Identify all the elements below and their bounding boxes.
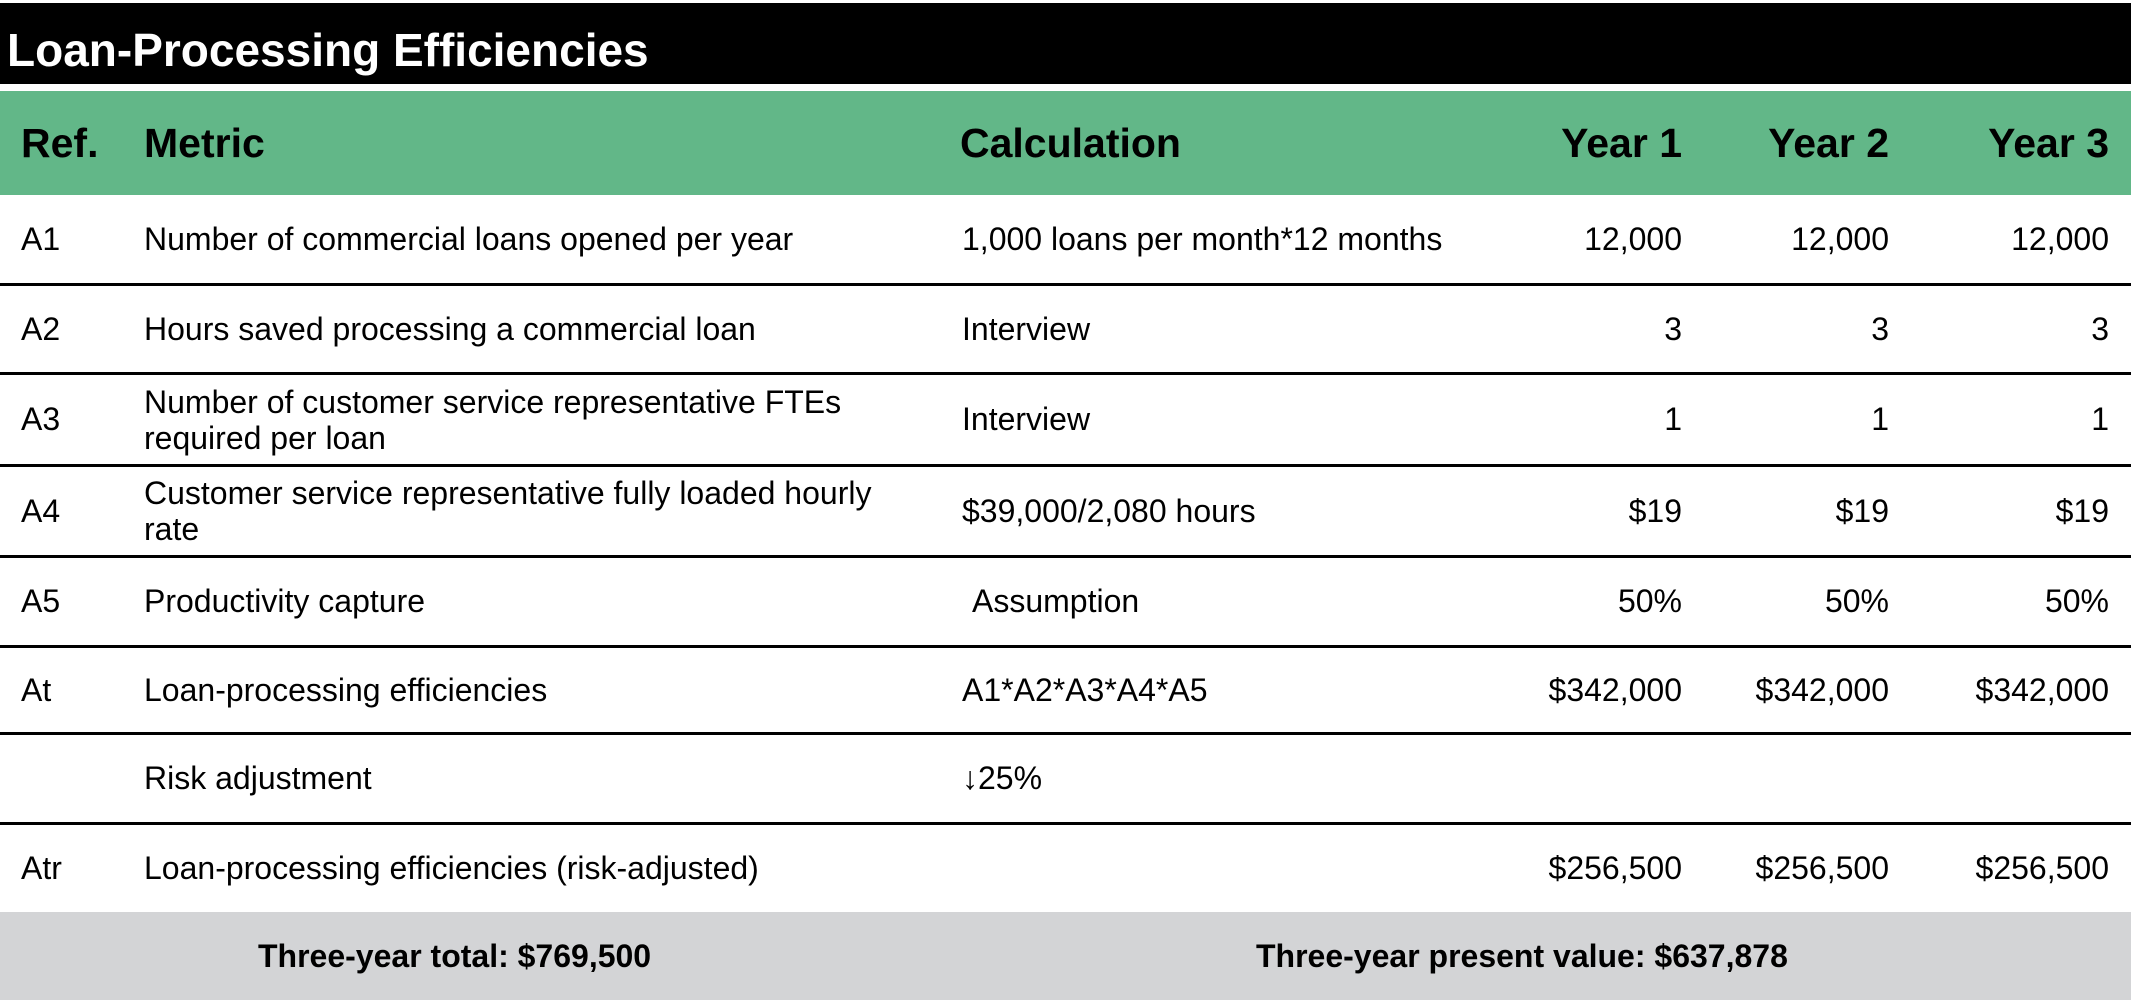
row-year3 bbox=[1900, 735, 2109, 822]
row-ref: At bbox=[21, 671, 52, 708]
row-year2 bbox=[1700, 735, 1889, 822]
row-metric: Risk adjustment bbox=[144, 760, 372, 796]
row-year2: 12,000 bbox=[1791, 220, 1889, 257]
row-calculation bbox=[962, 825, 1522, 912]
row-year1: $342,000 bbox=[1548, 671, 1682, 708]
row-year1: 3 bbox=[1664, 310, 1682, 347]
row-year3: $342,000 bbox=[1975, 671, 2109, 708]
row-year3: 12,000 bbox=[2011, 220, 2109, 257]
row-year2: $19 bbox=[1835, 492, 1889, 529]
row-year1 bbox=[1500, 735, 1682, 822]
row-year3: $256,500 bbox=[1975, 850, 2109, 886]
row-metric: Productivity capture bbox=[144, 583, 426, 619]
row-ref bbox=[21, 735, 131, 822]
column-header-year3: Year 3 bbox=[1988, 120, 2109, 166]
table-row bbox=[0, 558, 2131, 648]
row-year1: $19 bbox=[1628, 492, 1682, 529]
row-ref: A4 bbox=[21, 492, 61, 529]
row-year1: $256,500 bbox=[1548, 850, 1682, 886]
row-ref: A3 bbox=[21, 401, 61, 437]
summary-footer bbox=[0, 912, 2131, 1000]
row-calculation: Interview bbox=[962, 401, 1091, 437]
row-year1: 12,000 bbox=[1584, 220, 1682, 257]
table-row bbox=[0, 195, 2131, 286]
row-calculation: A1*A2*A3*A4*A5 bbox=[962, 671, 1208, 708]
row-year3: 1 bbox=[2091, 401, 2109, 437]
row-year2: $342,000 bbox=[1755, 671, 1889, 708]
row-calculation: Assumption bbox=[972, 583, 1140, 619]
column-header-year2: Year 2 bbox=[1768, 120, 1889, 166]
three-year-total: Three-year total: $769,500 bbox=[258, 938, 652, 974]
table-title: Loan-Processing Efficiencies bbox=[0, 3, 2131, 84]
row-metric: Loan-processing efficiencies (risk-adjusted) bbox=[144, 850, 759, 886]
row-year2: $256,500 bbox=[1755, 850, 1889, 886]
column-header-ref: Ref. bbox=[21, 120, 99, 166]
row-year2: 1 bbox=[1871, 401, 1889, 437]
table-row bbox=[0, 467, 2131, 558]
column-header-year1: Year 1 bbox=[1561, 120, 1682, 166]
table-row bbox=[0, 286, 2131, 375]
row-year3: $19 bbox=[2055, 492, 2109, 529]
row-metric: Hours saved processing a commercial loan bbox=[144, 310, 756, 347]
row-metric: Customer service representative fully loaded hourly rate bbox=[144, 475, 872, 547]
row-calculation: $39,000/2,080 hours bbox=[962, 492, 1256, 529]
table-row bbox=[0, 825, 2131, 912]
table-row bbox=[0, 735, 2131, 825]
row-calculation: ↓25% bbox=[962, 760, 1043, 796]
row-metric: Number of commercial loans opened per year bbox=[144, 220, 794, 257]
row-ref: A2 bbox=[21, 310, 61, 347]
header-row bbox=[0, 91, 2131, 195]
three-year-present-value: Three-year present value: $637,878 bbox=[1256, 938, 1788, 974]
row-ref: A5 bbox=[21, 583, 61, 619]
row-year1: 1 bbox=[1664, 401, 1682, 437]
row-calculation: 1,000 loans per month*12 months bbox=[962, 220, 1443, 257]
table-row bbox=[0, 375, 2131, 467]
column-header-calculation: Calculation bbox=[960, 120, 1181, 166]
row-calculation: Interview bbox=[962, 310, 1091, 347]
row-ref: Atr bbox=[21, 850, 62, 886]
row-year3: 3 bbox=[2091, 310, 2109, 347]
column-header-metric: Metric bbox=[144, 120, 265, 166]
table-row bbox=[0, 648, 2131, 735]
row-metric: Loan-processing efficiencies bbox=[144, 671, 548, 708]
row-metric: Number of customer service representative FTEs required per loan bbox=[144, 383, 842, 456]
row-year2: 50% bbox=[1824, 583, 1889, 619]
row-year2: 3 bbox=[1871, 310, 1889, 347]
row-ref: A1 bbox=[21, 220, 61, 257]
row-year1: 50% bbox=[1617, 583, 1682, 619]
row-year3: 50% bbox=[2044, 583, 2109, 619]
